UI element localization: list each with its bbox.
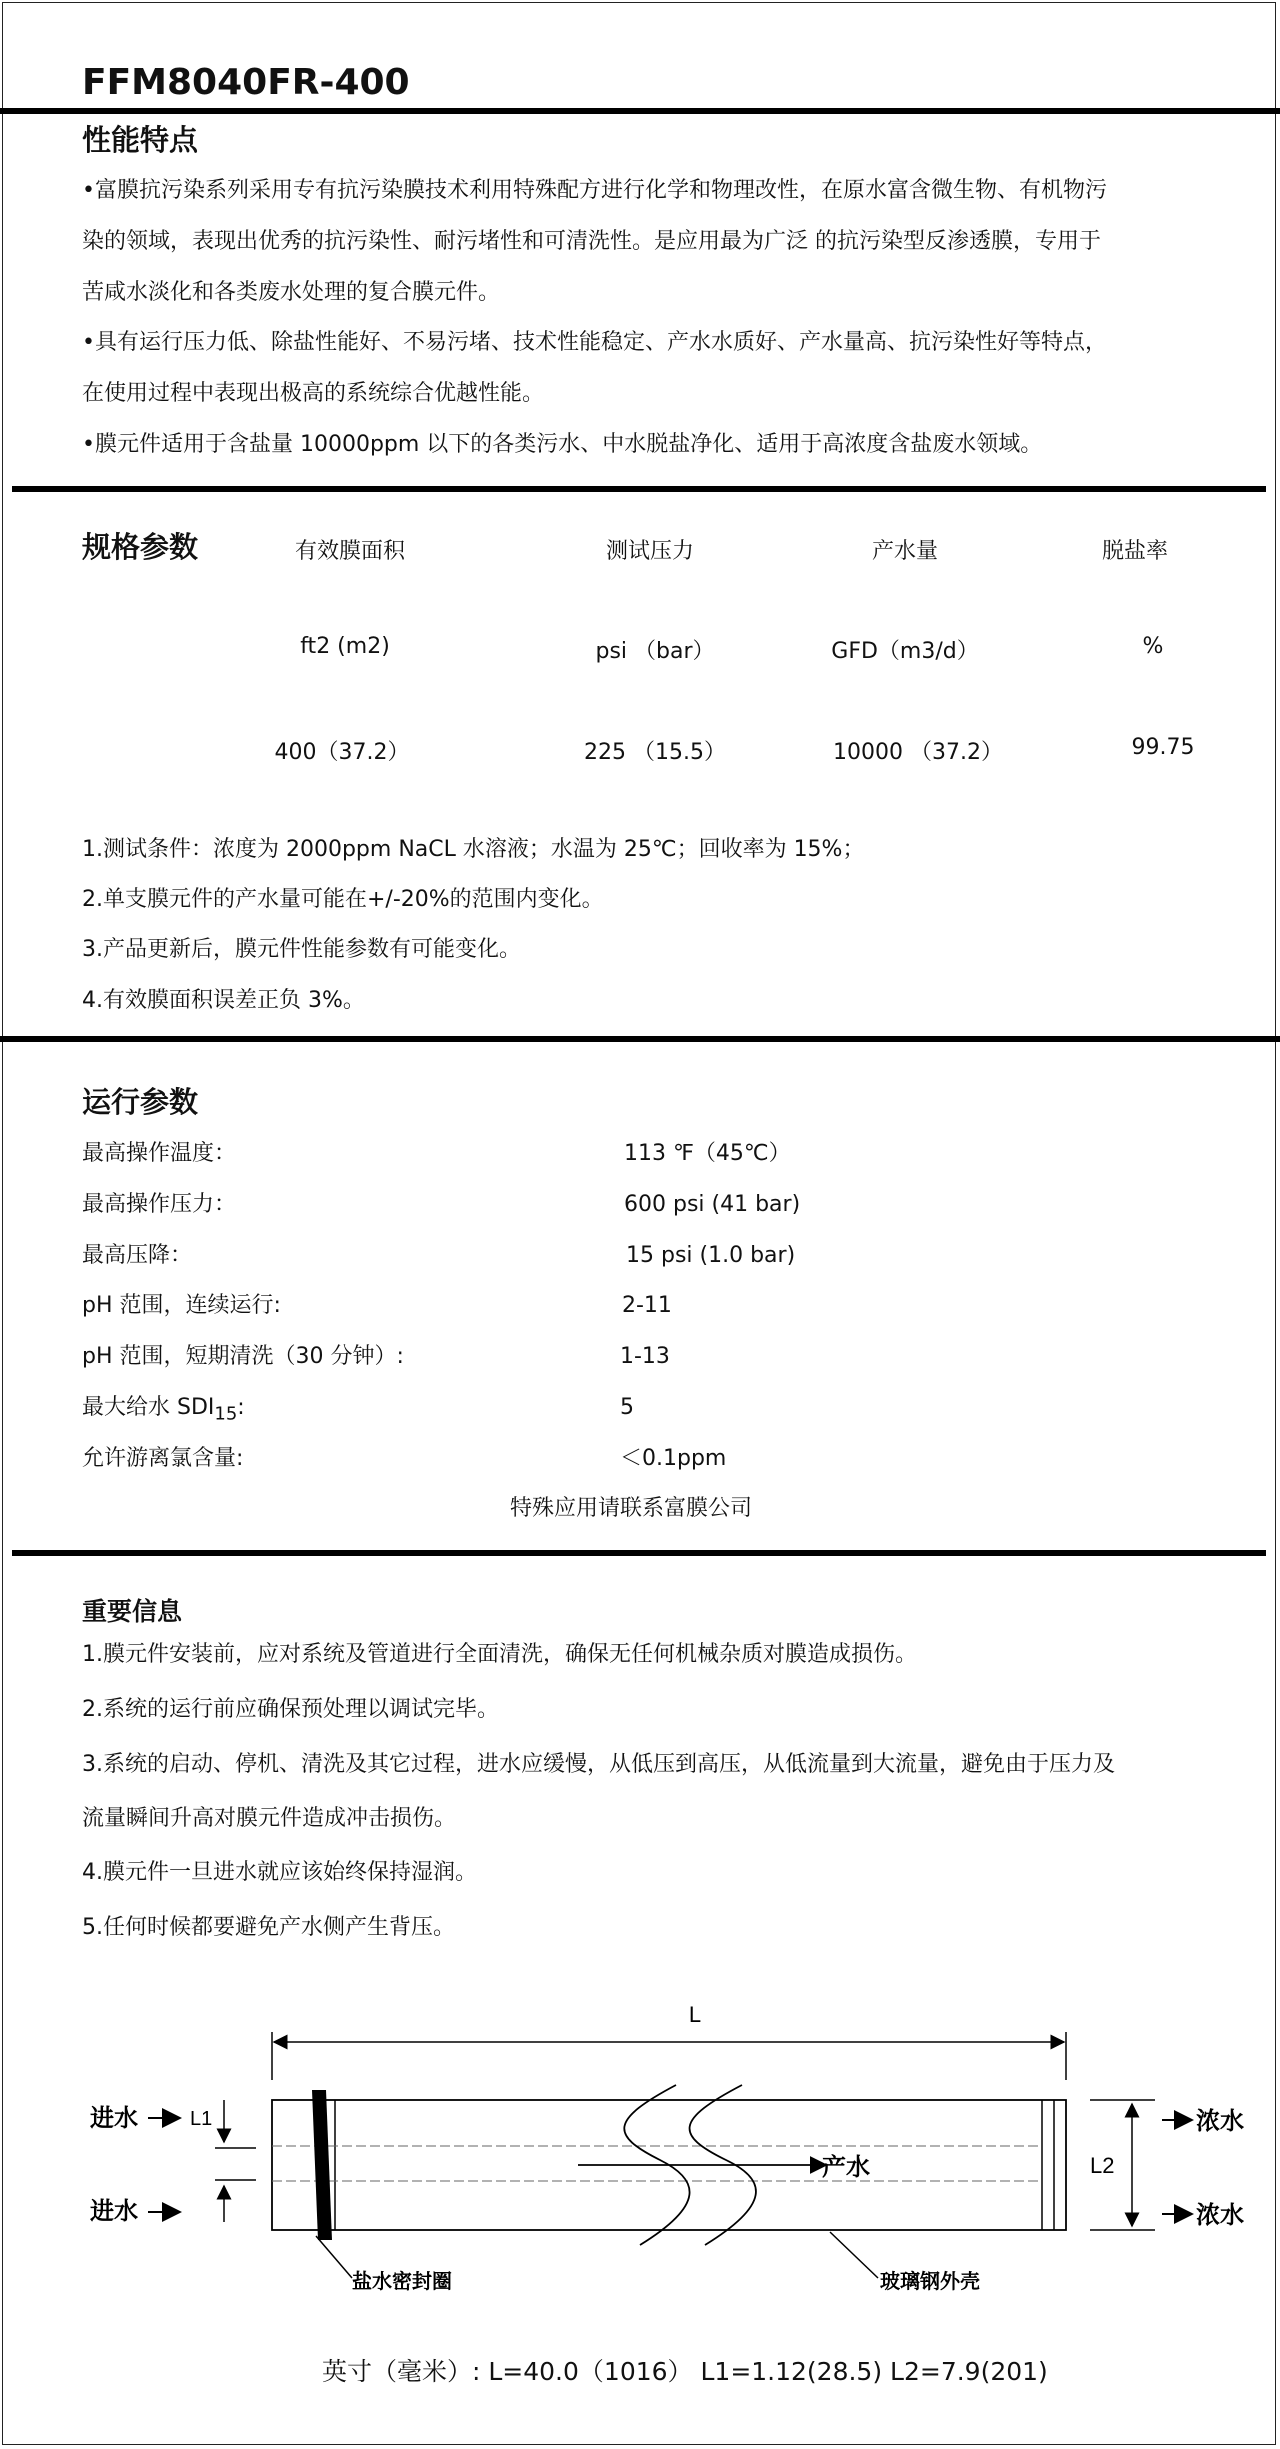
spec-unit-flow: GFD（m3/d） <box>831 639 979 664</box>
spec-unit-rejection: % <box>1142 634 1164 659</box>
sdi-label: 最大给水 SDI <box>82 1395 215 1420</box>
sdi-colon: : <box>237 1395 245 1420</box>
features-line: •富膜抗污染系列采用专有抗污染膜技术利用特殊配方进行化学和物理改性，在原水富含微生物、有机物污 <box>82 178 1107 203</box>
l1-dimension <box>215 2100 256 2222</box>
features-line: 在使用过程中表现出极高的系统综合优越性能。 <box>82 381 545 406</box>
operation-value: 1-13 <box>620 1344 670 1369</box>
spec-header-rejection: 脱盐率 <box>1101 539 1168 564</box>
spec-note: 2.单支膜元件的产水量可能在+/-20%的范围内变化。 <box>82 887 604 912</box>
spec-note: 1.测试条件：浓度为 2000ppm NaCL 水溶液；水温为 25℃；回收率为 15%； <box>82 837 865 862</box>
spec-note: 3.产品更新后，膜元件性能参数有可能变化。 <box>82 937 521 962</box>
spec-header-pressure: 测试压力 <box>605 539 694 564</box>
spec-note: 4.有效膜面积误差正负 3%。 <box>82 988 365 1013</box>
spec-value-rejection: 99.75 <box>1131 735 1195 760</box>
operation-label: 最高压降： <box>82 1243 193 1268</box>
operation-label: 允许游离氯含量: <box>82 1446 244 1471</box>
dimensions-text: 英寸（毫米）: L=40.0（1016） L1=1.12(28.5) L2=7.9(201) <box>322 2357 1048 2386</box>
operation-value: 5 <box>620 1395 634 1420</box>
operation-value: 2-11 <box>622 1293 672 1318</box>
operation-label: 最高操作压力： <box>82 1192 237 1217</box>
specs-heading: 规格参数 <box>82 530 199 564</box>
operation-divider <box>12 1550 1266 1556</box>
concentrate-top-label: 浓水 <box>1196 2106 1244 2135</box>
spec-value-area: 400（37.2） <box>274 740 410 765</box>
important-line: 2.系统的运行前应确保预处理以调试完毕。 <box>82 1697 499 1722</box>
operation-value: 113 ℉（45℃） <box>624 1141 791 1166</box>
important-line: 5.任何时候都要避免产水侧产生背压。 <box>82 1915 455 1940</box>
spec-value-flow: 10000 （37.2） <box>833 740 1003 765</box>
important-line: 1.膜元件安装前，应对系统及管道进行全面清洗，确保无任何机械杂质对膜造成损伤。 <box>82 1642 917 1667</box>
product-title: FFM8040FR-400 <box>82 62 410 103</box>
operation-value: 15 psi (1.0 bar) <box>626 1243 796 1268</box>
permeate-label: 产水 <box>822 2152 870 2181</box>
length-dimension <box>272 2032 1066 2080</box>
concentrate-bottom-label: 浓水 <box>1196 2200 1244 2229</box>
operation-label: pH 范围，连续运行: <box>82 1293 281 1318</box>
membrane-element-diagram <box>0 1980 1280 2300</box>
features-line: •膜元件适用于含盐量 10000ppm 以下的各类污水、中水脱盐净化、适用于高浓度含盐废水领域。 <box>82 432 1043 457</box>
operation-label: 最高操作温度： <box>82 1141 237 1166</box>
features-heading: 性能特点 <box>82 123 199 157</box>
operation-value: 600 psi (41 bar) <box>624 1192 801 1217</box>
important-line: 流量瞬间升高对膜元件造成冲击损伤。 <box>82 1806 457 1831</box>
spec-value-pressure: 225 （15.5） <box>584 740 726 765</box>
frp-shell-label: 玻璃钢外壳 <box>880 2269 980 2293</box>
specs-divider <box>0 1036 1280 1042</box>
operation-value: ＜0.1ppm <box>620 1446 727 1471</box>
frp-shell-leader <box>830 2232 878 2278</box>
features-line: 染的领域，表现出优秀的抗污染性、耐污堵性和可清洗性。是应用最为广泛 的抗污染型反渗透膜，专用于 <box>82 229 1101 254</box>
features-line: •具有运行压力低、除盐性能好、不易污堵、技术性能稳定、产水水质好、产水量高、抗污染性好等特点， <box>82 330 1107 355</box>
operation-label-sdi <box>82 1395 245 1427</box>
l2-label: L2 <box>1090 2153 1115 2178</box>
inlet-bottom-label: 进水 <box>90 2196 138 2225</box>
operation-label: pH 范围，短期清洗（30 分钟）: <box>82 1344 404 1369</box>
important-line: 4.膜元件一旦进水就应该始终保持湿润。 <box>82 1860 477 1885</box>
spec-header-flow: 产水量 <box>871 539 938 564</box>
sdi-subscript: 15 <box>214 1403 238 1425</box>
length-label: L <box>688 2002 702 2027</box>
title-divider <box>0 108 1280 114</box>
important-line: 3.系统的启动、停机、清洗及其它过程，进水应缓慢，从低压到高压，从低流量到大流量，避免由于压力及 <box>82 1752 1115 1777</box>
features-divider <box>12 486 1266 492</box>
brine-seal-leader <box>316 2236 352 2278</box>
spec-header-area: 有效膜面积 <box>294 539 405 564</box>
inlet-top-label: 进水 <box>90 2103 138 2132</box>
spec-unit-pressure: psi （bar） <box>595 639 715 664</box>
important-heading: 重要信息 <box>82 1597 183 1626</box>
spec-unit-area: ft2 (m2) <box>300 634 390 659</box>
features-line: 苦咸水淡化和各类废水处理的复合膜元件。 <box>82 280 501 305</box>
operation-footer: 特殊应用请联系富膜公司 <box>510 1496 753 1521</box>
brine-seal-label: 盐水密封圈 <box>352 2269 452 2293</box>
operation-heading: 运行参数 <box>82 1085 199 1119</box>
l1-label: L1 <box>190 2108 213 2130</box>
